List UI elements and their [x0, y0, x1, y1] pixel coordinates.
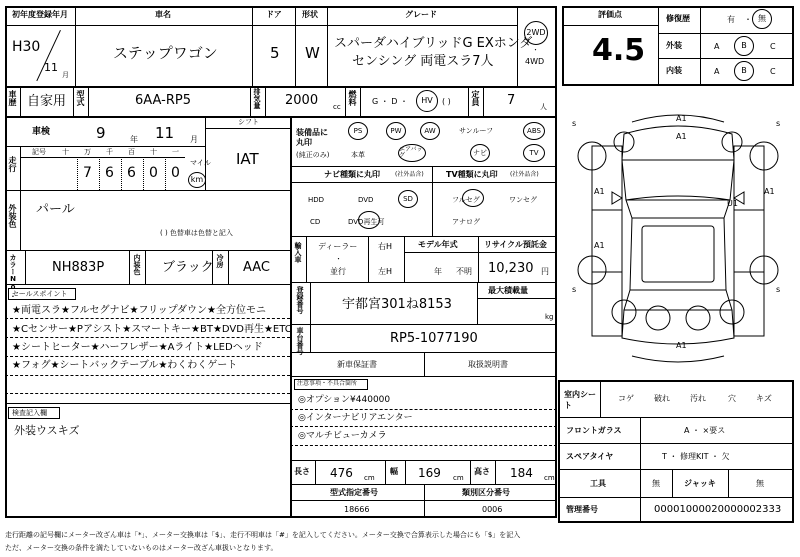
- seat-opt-scratch: キズ: [756, 394, 772, 403]
- ac-label: 冷房: [216, 254, 224, 268]
- capacity-value: 7: [507, 93, 516, 108]
- usage-label: 車歴: [8, 90, 17, 106]
- mileage-unit-4: 十: [150, 148, 157, 156]
- max-load-unit: kg: [545, 313, 554, 321]
- width-value: 169: [418, 466, 441, 480]
- equip-pw: PW: [386, 122, 406, 140]
- tv-header-sub: (社外品含): [510, 171, 539, 178]
- mileage-unit-0: 十: [62, 148, 69, 156]
- color-label: 外装色: [8, 204, 17, 228]
- inspection-year-unit: 年: [130, 135, 138, 144]
- inspection-label: 車検: [32, 127, 51, 137]
- model-year-label: モデル年式: [418, 240, 458, 249]
- class-label: 類別区分番号: [462, 488, 510, 497]
- model-year-unit: 年: [434, 267, 442, 276]
- manual-label: 取扱説明書: [468, 360, 508, 369]
- navi-dvd: DVD: [358, 196, 374, 204]
- mileage-divider: [121, 157, 122, 190]
- fuel-hv: HV: [416, 90, 438, 112]
- mileage-unit-3: 百: [128, 148, 135, 156]
- inspection-month: 11: [155, 124, 175, 142]
- model-value: 6AA-RP5: [135, 93, 191, 108]
- inspector-text: 外装ウスキズ: [14, 424, 80, 437]
- repair-label: 修復歴: [666, 14, 690, 23]
- repair-dot: ・: [744, 15, 752, 24]
- drive-2wd: 2WD: [524, 21, 548, 45]
- repair-yes: 有: [727, 15, 735, 24]
- seat-opt-burn: コゲ: [618, 394, 634, 403]
- mileage-digit-1: 7: [83, 165, 92, 181]
- registration-value: 宇都宮301ね8153: [342, 297, 452, 312]
- model-label: 型式: [76, 90, 85, 106]
- equip-tv: TV: [523, 144, 545, 162]
- height-unit: cm: [544, 474, 555, 482]
- import-dot: ・: [335, 255, 342, 263]
- glass-value: A ・ ×要ス: [684, 426, 726, 435]
- door-count: 5: [270, 44, 280, 62]
- inspector-label: 検査記入欄: [12, 409, 47, 417]
- color-note: ( ) 色替車は色替と記入: [160, 229, 233, 237]
- interior-grade-label: 内装: [666, 66, 682, 75]
- footer-line-1: 走行距離の記号欄にメーター改ざん車は「*」、メーター交換車は「$」、走行不明車は「#」を記入してください。メーター交換で合算表示した場合にも「$」を記入: [5, 531, 521, 539]
- equip-aw: AW: [420, 122, 440, 140]
- mark-a1-front: A1: [676, 114, 687, 123]
- first-reg-month-unit: 月: [62, 71, 69, 79]
- recycle-value: 10,230: [488, 261, 534, 276]
- glass-label: フロントガラス: [566, 426, 622, 435]
- spare-value: T ・ 修理KIT ・ 欠: [662, 452, 730, 461]
- mark-a1-left-rear: A1: [594, 241, 605, 250]
- score-label: 評価点: [598, 10, 622, 19]
- sales-line-1: ★両電スラ★フルセグナビ★フリップダウン★全方位モニ: [12, 305, 266, 316]
- seat-label: 室内シート: [564, 390, 596, 411]
- mgmt-label: 管理番号: [566, 505, 598, 514]
- mileage-divider: [165, 157, 166, 190]
- type-cert-value: 18666: [344, 505, 370, 514]
- warranty-label: 新車保証書: [337, 360, 377, 369]
- capacity-label: 定員: [471, 90, 480, 106]
- import-dealer: ディーラー: [318, 242, 358, 251]
- navi-header-sub: (社外品含): [395, 171, 424, 178]
- tool-value: 無: [652, 479, 660, 488]
- car-damage-diagram: [562, 100, 794, 380]
- note-line-3: ◎マルチビューカメラ: [298, 431, 387, 441]
- navi-cd: CD: [310, 218, 321, 226]
- mileage-digit-3: 6: [127, 165, 136, 181]
- tv-fullseg: フルセグ: [452, 196, 480, 204]
- mileage-digit-5: 0: [171, 165, 180, 181]
- mileage-label: 走行: [8, 156, 17, 172]
- note-line-2: ◎インターナビリアエンター: [298, 413, 413, 423]
- equipment-sub: (純正のみ): [296, 151, 330, 159]
- mgmt-value: 0000100002000000233​3: [654, 504, 782, 515]
- sales-points-label: セールスポイント: [12, 290, 68, 298]
- s-mark-tl: s: [572, 119, 577, 128]
- import-rh: 右H: [378, 242, 393, 251]
- fuel-options: G ・ D ・: [372, 97, 408, 106]
- grade-line2: センシング 両電スラ7人: [352, 54, 494, 69]
- capacity-unit: 人: [540, 103, 547, 111]
- shape-value: W: [305, 44, 320, 62]
- displacement-value: 2000: [285, 93, 319, 108]
- footer-line-2: ただ、メーター交換の条件を満たしていないものはメーター改ざん車扱いとなります。: [5, 544, 278, 552]
- equip-navi: ナビ: [470, 144, 490, 162]
- length-value: 476: [330, 466, 353, 480]
- tool-label: 工具: [590, 479, 606, 488]
- import-label: 輸入車: [294, 242, 302, 263]
- seat-opt-stain: 汚れ: [690, 394, 706, 403]
- interior-a: A: [714, 67, 720, 76]
- recycle-unit: 円: [541, 267, 549, 276]
- sales-line-3: ★シートヒーター★ハーフレザー★Aライト★LEDヘッド: [12, 342, 263, 353]
- length-unit: cm: [364, 474, 375, 482]
- mileage-digit-2: 6: [105, 165, 114, 181]
- fuel-paren: ( ): [442, 97, 451, 106]
- interior-c: C: [770, 67, 776, 76]
- sales-line-4: ★フォグ★シートバックテーブル★わくわくゲート: [12, 360, 238, 371]
- mileage-digit-4: 0: [149, 165, 158, 181]
- width-label: 幅: [390, 467, 398, 476]
- navi-dvd-play-circle: [358, 211, 380, 229]
- usage-value: 自家用: [27, 94, 67, 109]
- inspection-month-unit: 月: [190, 135, 198, 144]
- mark-a1-left-front: A1: [594, 187, 605, 196]
- max-load-label: 最大積載量: [488, 286, 528, 295]
- registration-label: 登録番号: [296, 286, 304, 314]
- tv-analog: アナログ: [452, 218, 480, 226]
- mileage-unit-2: 千: [106, 148, 113, 156]
- length-label: 長さ: [294, 467, 310, 476]
- tv-oneseg: ワンセグ: [509, 196, 537, 204]
- jack-label: ジャッキ: [684, 479, 716, 488]
- mark-a1-hood: A1: [676, 132, 687, 141]
- equip-airbag: エアバッグ: [398, 144, 426, 162]
- car-name-label: 車名: [155, 10, 171, 19]
- s-mark-bl: s: [572, 285, 577, 294]
- height-value: 184: [510, 466, 533, 480]
- width-unit: cm: [453, 474, 464, 482]
- shape-label: 形状: [302, 10, 318, 19]
- inspection-year: 9: [96, 124, 106, 142]
- spare-label: スペアタイヤ: [566, 452, 614, 461]
- mark-a1-rear: A1: [676, 341, 687, 350]
- km-unit: km: [188, 172, 206, 188]
- exterior-grade-label: 外装: [666, 41, 682, 50]
- recycle-label: リサイクル預託金: [484, 240, 547, 249]
- type-cert-label: 型式指定番号: [330, 488, 378, 497]
- note-line-1: ◎オプション¥440000: [298, 395, 391, 405]
- s-mark-br: s: [776, 285, 781, 294]
- color-code: NH883P: [52, 260, 105, 275]
- mark-u1-right: U1: [727, 199, 738, 208]
- interior-b: B: [734, 61, 754, 81]
- notes-label: 注意事項・不具合箇所: [297, 380, 358, 387]
- score-value: 4.5: [592, 33, 646, 68]
- exterior-b: B: [734, 36, 754, 56]
- first-reg-month: 11: [44, 61, 58, 74]
- model-year-value: 不明: [456, 267, 472, 276]
- repair-no: 無: [752, 9, 772, 29]
- import-lh: 左H: [378, 267, 393, 276]
- shift-label: シフト: [238, 118, 259, 126]
- fuel-label: 燃料: [348, 90, 357, 106]
- door-label: ドア: [266, 10, 282, 19]
- mileage-divider: [143, 157, 144, 190]
- drive-4wd: 4WD: [525, 57, 545, 66]
- chassis-value: RP5-1077190: [390, 331, 478, 346]
- mileage-unit-1: 万: [84, 148, 91, 156]
- navi-header: ナビ種類に丸印: [324, 170, 380, 179]
- first-reg-era: H30: [12, 39, 41, 55]
- exterior-c: C: [770, 42, 776, 51]
- navi-sd: SD: [398, 190, 418, 208]
- shift-value: IAT: [236, 150, 259, 168]
- jack-value: 無: [756, 479, 764, 488]
- mileage-divider: [99, 157, 100, 190]
- navi-dvd-play: DVD再生可: [348, 218, 385, 226]
- color-value: パール: [36, 202, 75, 217]
- tv-header: TV種類に丸印: [446, 170, 498, 179]
- grade-label: グレード: [405, 10, 437, 19]
- displacement-unit: cc: [333, 103, 341, 111]
- grade-line1: スパーダハイブリッドG EXホンダ: [334, 36, 533, 51]
- height-label: 高さ: [474, 467, 490, 476]
- mileage-unit-5: 一: [172, 148, 179, 156]
- equip-ps: PS: [348, 122, 368, 140]
- chassis-label: 車台番号: [296, 327, 304, 355]
- mile-label: マイル: [190, 159, 211, 167]
- class-value: 0006: [482, 505, 503, 514]
- mileage-divider: [77, 157, 78, 190]
- sales-line-2: ★Cセンサー★Pアシスト★スマートキー★BT★DVD再生★ETC: [12, 324, 292, 335]
- ac-value: AAC: [243, 260, 270, 275]
- mileage-symbol-label: 記号: [32, 148, 46, 156]
- first-reg-label: 初年度登録年月: [12, 10, 68, 19]
- navi-hdd: HDD: [308, 196, 325, 204]
- mark-a1-right: A1: [764, 187, 775, 196]
- equipment-label: 装備品に丸印: [296, 128, 328, 148]
- color-code-label: カラーNo.: [9, 254, 17, 299]
- import-parallel: 並行: [330, 267, 346, 276]
- exterior-a: A: [714, 42, 720, 51]
- tv-fullseg-circle: [462, 189, 484, 207]
- s-mark-tr: s: [776, 119, 781, 128]
- displacement-label: 排気量: [253, 88, 261, 109]
- equip-sunroof: サンルーフ: [459, 127, 494, 135]
- equip-abs: ABS: [523, 122, 545, 140]
- car-name: ステップワゴン: [113, 44, 218, 62]
- equip-leather: 本革: [351, 151, 365, 159]
- drive-dot: ・: [532, 46, 539, 54]
- seat-opt-tear: 破れ: [654, 394, 670, 403]
- seat-opt-hole: 穴: [728, 394, 736, 403]
- interior-color: ブラック: [162, 260, 214, 275]
- interior-color-label: 内装色: [133, 254, 141, 275]
